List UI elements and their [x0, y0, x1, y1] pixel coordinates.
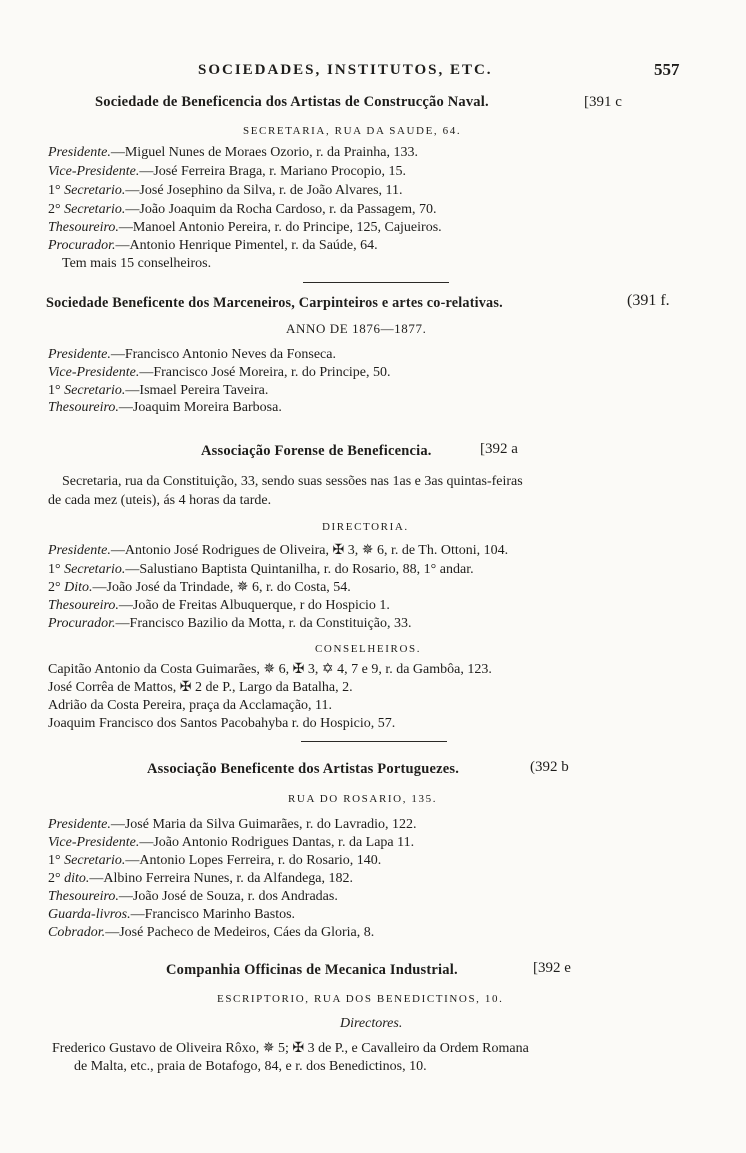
s4-member-4: Thesoureiro.—João José de Souza, r. dos Andradas. — [48, 889, 338, 904]
s3-member-4: Procurador.—Francisco Bazilio da Motta, r. da Constituição, 33. — [48, 616, 412, 631]
section3-intro-1: Secretaria, rua da Constituição, 33, sendo suas sessões nas 1as e 3as quintas-feiras — [62, 474, 523, 489]
s1-member-5: Procurador.—Antonio Henrique Pimentel, r. da Saúde, 64. — [48, 238, 378, 253]
s2-member-2: 1° Secretario.—Ismael Pereira Taveira. — [48, 383, 269, 398]
page-number: 557 — [654, 60, 680, 79]
s2-member-0: Presidente.—Francisco Antonio Neves da Fonseca. — [48, 347, 336, 362]
s1-member-3: 2° Secretario.—João Joaquim da Rocha Cardoso, r. da Passagem, 70. — [48, 202, 437, 217]
section3-title: Associação Forense de Beneficencia. — [201, 443, 432, 459]
section1-title: Sociedade de Beneficencia dos Artistas de Construcção Naval. — [95, 94, 489, 110]
conselheiros-heading: CONSELHEIROS. — [315, 643, 422, 655]
section2-ref: (391 f. — [627, 292, 670, 309]
s1-note: Tem mais 15 conselheiros. — [62, 256, 212, 271]
conselheiro-2: Adrião da Costa Pereira, praça da Acclamação, 11. — [48, 698, 333, 713]
divider — [301, 741, 447, 742]
s4-member-3: 2° dito.—Albino Ferreira Nunes, r. da Alfandega, 182. — [48, 871, 353, 886]
section5-ref: [392 e — [533, 960, 571, 976]
s3-member-2: 2° Dito.—João José da Trindade, ✵ 6, r. do Costa, 54. — [48, 580, 351, 595]
s4-member-5: Guarda-livros.—Francisco Marinho Bastos. — [48, 907, 296, 922]
section1-ref: [391 c — [584, 94, 622, 110]
conselheiro-0: Capitão Antonio da Costa Guimarães, ✵ 6, ✠ 3, ✡ 4, 7 e 9, r. da Gambôa, 123. — [48, 662, 492, 677]
section3-ref: [392 a — [480, 441, 518, 457]
section1-address: SECRETARIA, RUA DA SAUDE, 64. — [243, 125, 462, 137]
section5-title: Companhia Officinas de Mecanica Industrial. — [166, 962, 458, 978]
divider — [303, 282, 449, 283]
s3-member-3: Thesoureiro.—João de Freitas Albuquerque, r do Hospicio 1. — [48, 598, 390, 613]
s2-member-3: Thesoureiro.—Joaquim Moreira Barbosa. — [48, 400, 282, 415]
s3-member-1: 1° Secretario.—Salustiano Baptista Quintanilha, r. do Rosario, 88, 1° andar. — [48, 562, 474, 577]
section3-intro-2: de cada mez (uteis), ás 4 horas da tarde. — [48, 493, 272, 508]
directoria-heading: DIRECTORIA. — [322, 521, 409, 533]
section2-year: ANNO DE 1876—1877. — [286, 321, 427, 336]
directores-heading: Directores. — [340, 1016, 403, 1031]
conselheiro-3: Joaquim Francisco dos Santos Pacobahyba r. do Hospicio, 57. — [48, 716, 396, 731]
section5-text-1: Frederico Gustavo de Oliveira Rôxo, ✵ 5; ✠ 3 de P., e Cavalleiro da Ordem Romana — [52, 1041, 529, 1056]
running-title: SOCIEDADES, INSTITUTOS, ETC. — [198, 62, 493, 78]
section4-ref: (392 b — [530, 759, 569, 775]
section5-text-2: de Malta, etc., praia de Botafogo, 84, e r. dos Benedictinos, 10. — [74, 1059, 427, 1074]
section5-address: ESCRIPTORIO, RUA DOS BENEDICTINOS, 10. — [217, 993, 504, 1005]
section4-address: RUA DO ROSARIO, 135. — [288, 793, 438, 805]
s1-member-1: Vice-Presidente.—José Ferreira Braga, r. Mariano Procopio, 15. — [48, 164, 407, 179]
s1-member-0: Presidente.—Miguel Nunes de Moraes Ozorio, r. da Prainha, 133. — [48, 145, 419, 160]
conselheiro-1: José Corrêa de Mattos, ✠ 2 de P., Largo da Batalha, 2. — [48, 680, 353, 695]
s2-member-1: Vice-Presidente.—Francisco José Moreira, r. do Principe, 50. — [48, 365, 391, 380]
s4-member-6: Cobrador.—José Pacheco de Medeiros, Cáes da Gloria, 8. — [48, 925, 375, 940]
s1-member-2: 1° Secretario.—José Josephino da Silva, r. de João Alvares, 11. — [48, 183, 403, 198]
s4-member-1: Vice-Presidente.—João Antonio Rodrigues Dantas, r. da Lapa 11. — [48, 835, 415, 850]
section4-title: Associação Beneficente dos Artistas Portuguezes. — [147, 761, 460, 777]
s4-member-0: Presidente.—José Maria da Silva Guimarães, r. do Lavradio, 122. — [48, 817, 417, 832]
s4-member-2: 1° Secretario.—Antonio Lopes Ferreira, r. do Rosario, 140. — [48, 853, 382, 868]
s1-member-4: Thesoureiro.—Manoel Antonio Pereira, r. do Principe, 125, Cajueiros. — [48, 220, 442, 235]
s3-member-0: Presidente.—Antonio José Rodrigues de Oliveira, ✠ 3, ✵ 6, r. de Th. Ottoni, 104. — [48, 543, 509, 558]
section2-title: Sociedade Beneficente dos Marceneiros, Carpinteiros e artes co-relativas. — [46, 295, 503, 311]
